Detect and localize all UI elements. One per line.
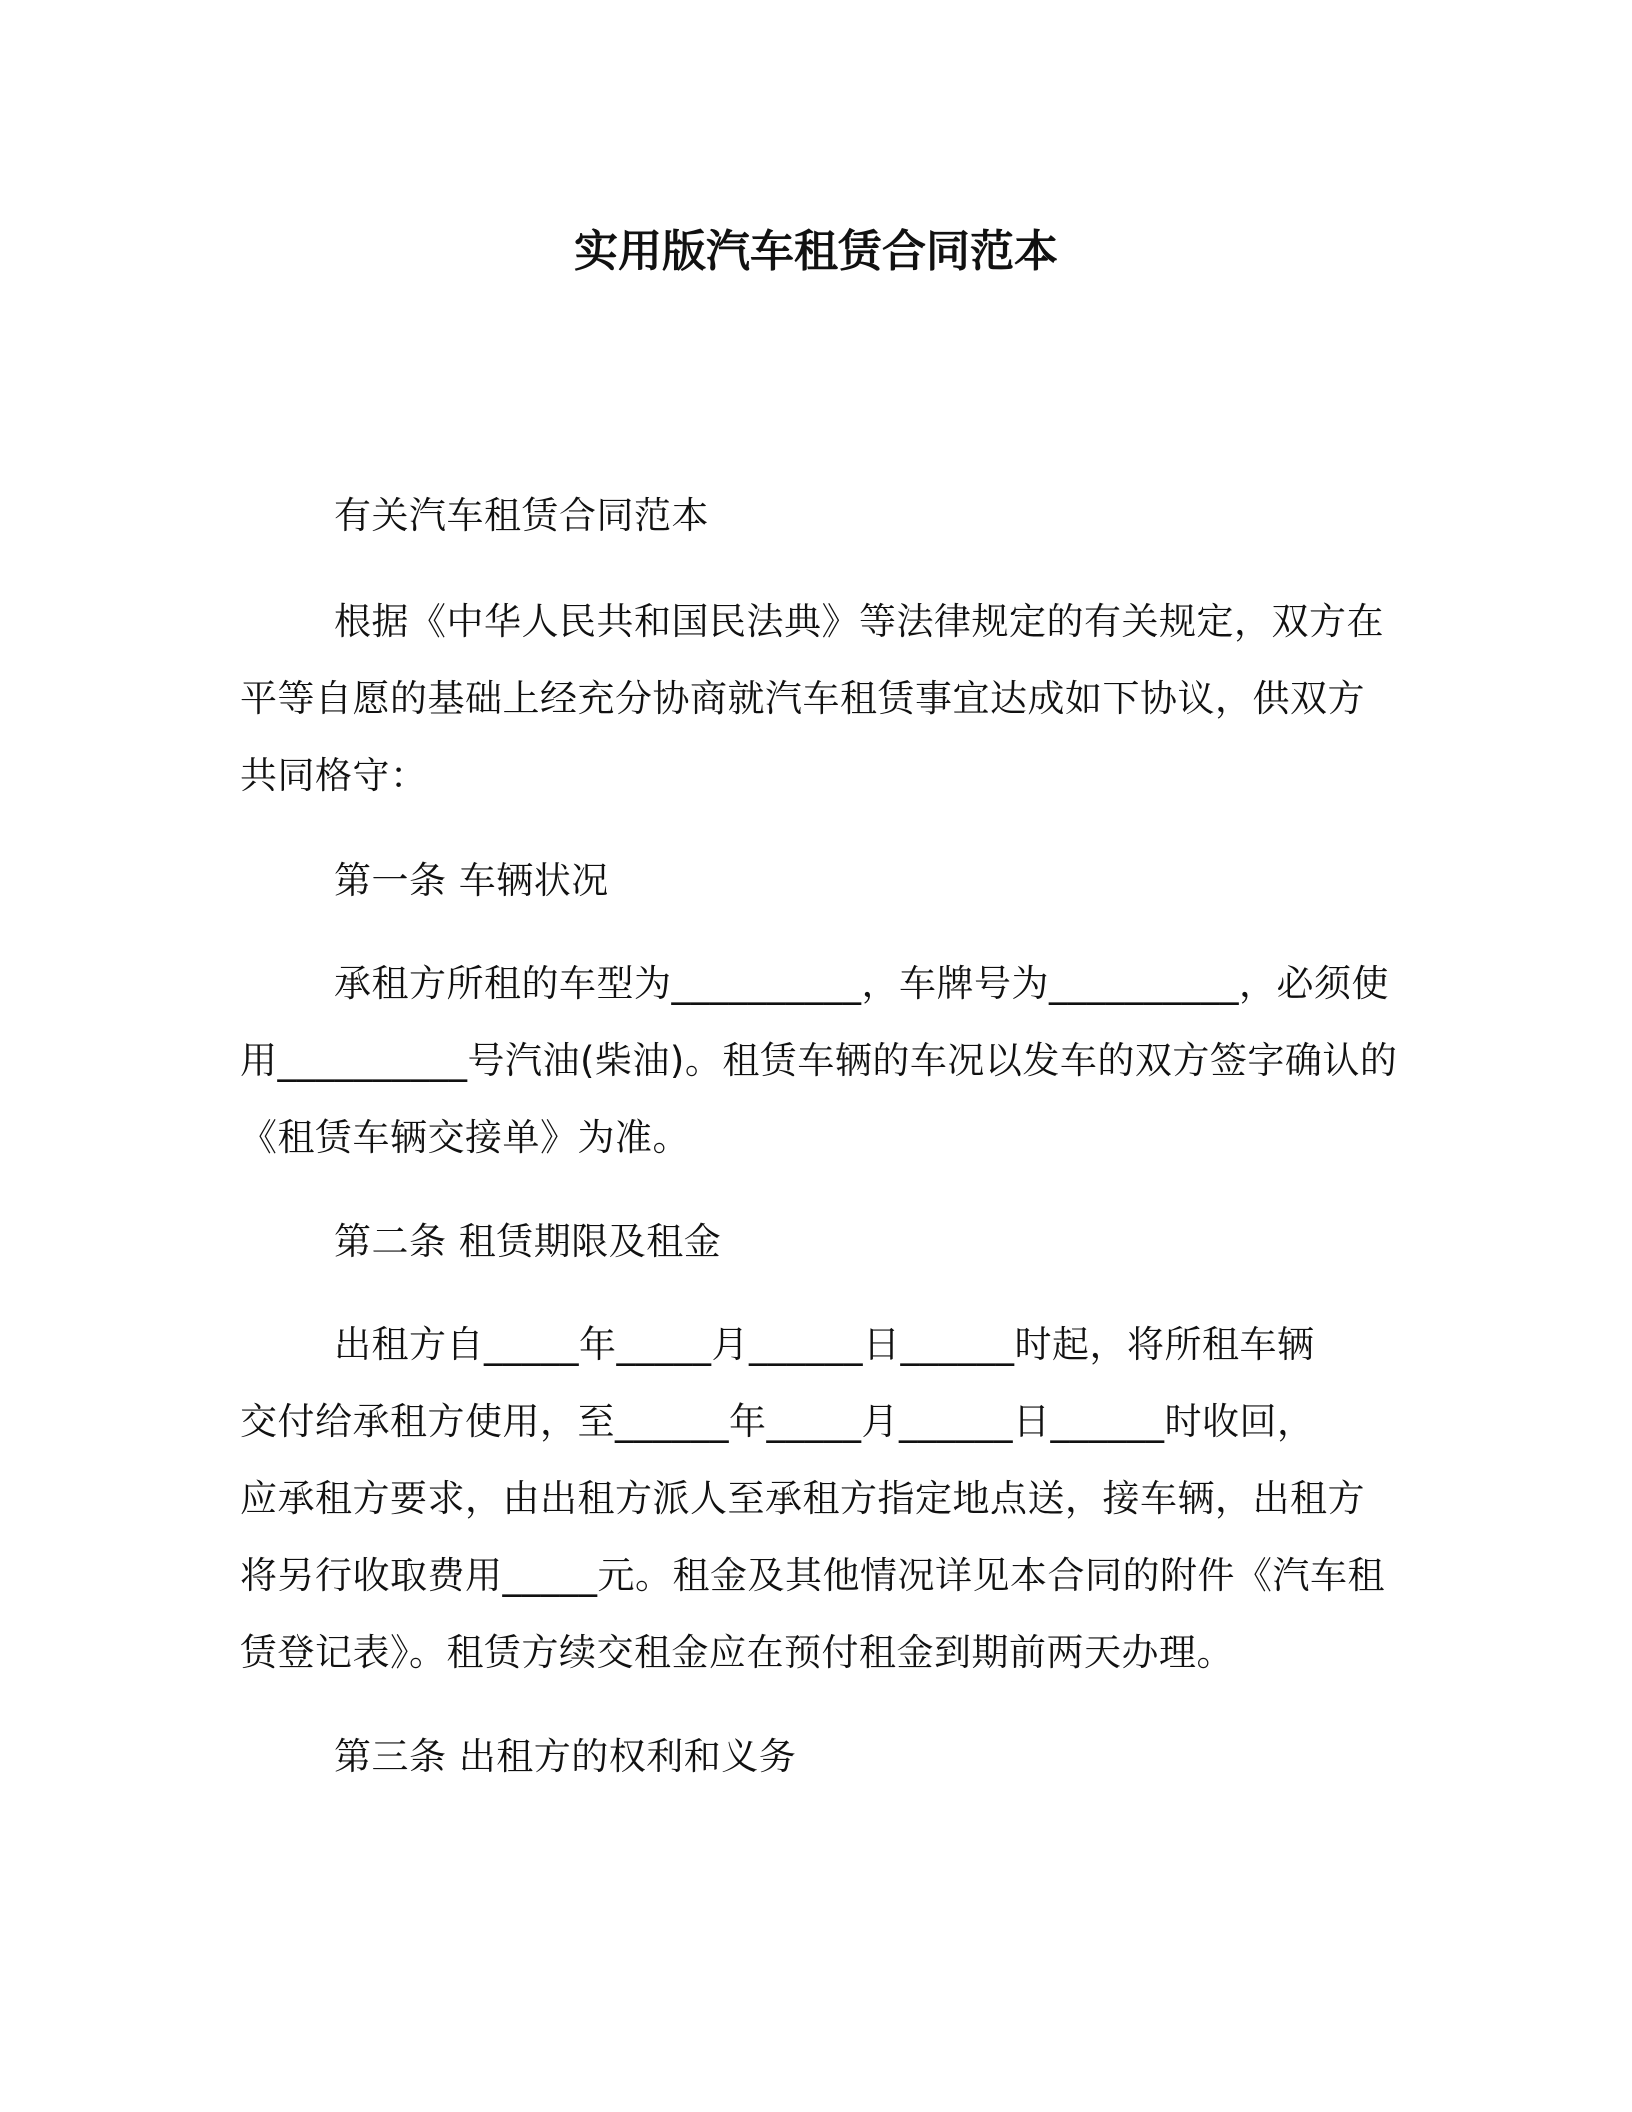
intro-line: 平等自愿的基础上经充分协商就汽车租赁事宜达成如下协议，供双方 — [240, 677, 1365, 720]
article-2-line: 应承租方要求，由出租方派人至承租方指定地点送，接车辆，出租方 — [240, 1477, 1365, 1520]
article-3-heading: 第三条 出租方的权利和义务 — [334, 1735, 797, 1778]
document-subtitle: 有关汽车租赁合同范本 — [334, 494, 709, 537]
article-2-line: 出租方自_____年_____月______日______时起，将所租车辆 — [334, 1323, 1315, 1366]
article-1-heading: 第一条 车辆状况 — [334, 859, 609, 902]
article-2-heading: 第二条 租赁期限及租金 — [334, 1220, 722, 1263]
article-2-line: 交付给承租方使用，至______年_____月______日______时收回， — [240, 1400, 1315, 1443]
article-2-line: 将另行收取费用_____元。租金及其他情况详见本合同的附件《汽车租 — [240, 1554, 1385, 1597]
article-1-line: 承租方所租的车型为__________，车牌号为__________，必须使 — [334, 962, 1389, 1005]
intro-line: 共同格守： — [240, 754, 428, 797]
document-title: 实用版汽车租赁合同范本 — [574, 226, 1058, 277]
article-1-line: 《租赁车辆交接单》为准。 — [240, 1116, 690, 1159]
article-1-line: 用__________号汽油(柴油)。租赁车辆的车况以发车的双方签字确认的 — [240, 1039, 1398, 1082]
article-2-line: 赁登记表》。租赁方续交租金应在预付租金到期前两天办理。 — [240, 1631, 1234, 1674]
intro-line: 根据《中华人民共和国民法典》等法律规定的有关规定，双方在 — [334, 600, 1384, 643]
